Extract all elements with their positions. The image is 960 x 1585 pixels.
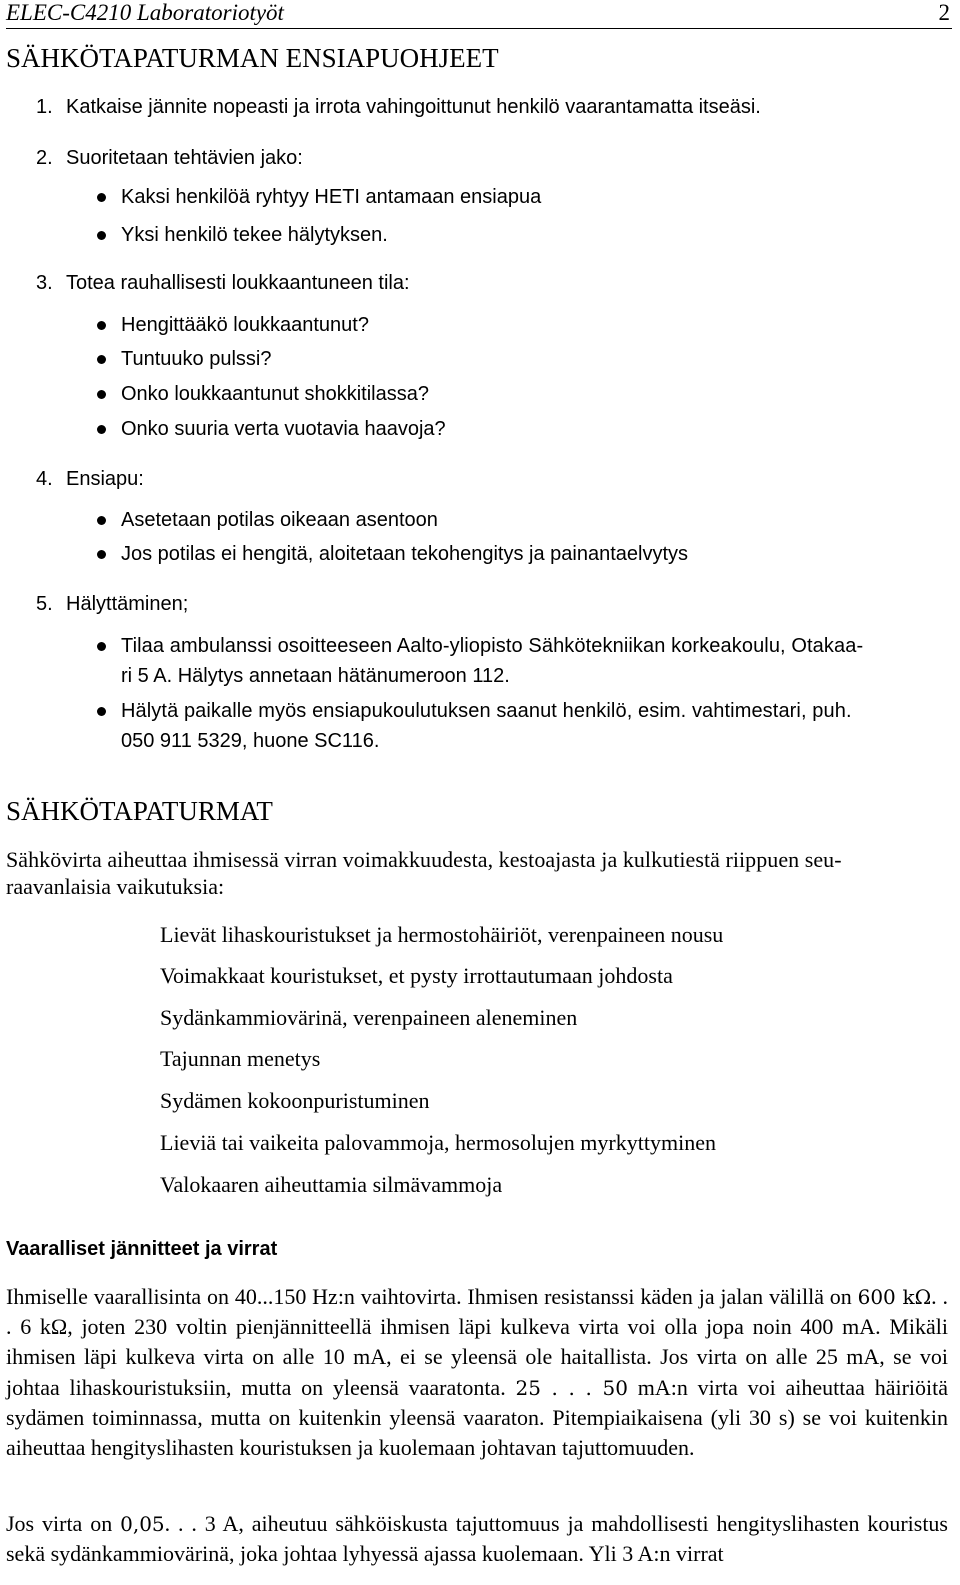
page-number: 2 <box>938 0 950 25</box>
step-text-5: Hälyttäminen; <box>66 593 189 615</box>
p1-math-2: 25 . . . 50 <box>515 1375 628 1400</box>
bullet-icon <box>97 390 106 399</box>
effect-item: Tajunnan menetys <box>160 1046 321 1071</box>
step-5-bullet-2-line-1: Hälytä paikalle myös ensiapukoulutuksen saanut henkilö, esim. vahtimestari, puh. <box>121 700 852 722</box>
step-text-3: Totea rauhallisesti loukkaantuneen tila: <box>66 272 410 294</box>
bullet-icon <box>97 425 106 434</box>
step-3-bullet-1: Hengittääkö loukkaantunut? <box>121 314 369 336</box>
step-text-4: Ensiapu: <box>66 468 144 490</box>
step-5-bullet-2-line-2: 050 911 5329, huone SC116. <box>121 730 380 752</box>
bullet-icon <box>97 355 106 364</box>
effect-item: Valokaaren aiheuttamia silmävammoja <box>160 1172 503 1197</box>
p1-text-a: Ihmiselle vaarallisinta on 40...150 Hz:n vaihtovirta. Ihmisen resistanssi käden ja jalan välillä on <box>6 1284 858 1309</box>
step-number-2: 2. <box>36 147 53 169</box>
p2-text-b: . . . 3 A, aiheutuu sähköiskusta tajuttomuus ja mahdollisesti hengityslihasten kouristus sekä sydänkammiovärinä, joka johtaa lyhyessä ajassa kuolemaan. Yli 3 A:n virrat <box>6 1511 948 1567</box>
p1-math-1: 600 kΩ <box>857 1285 932 1309</box>
effect-item: Sydämen kokoonpuristuminen <box>160 1088 430 1113</box>
step-5-bullet-1-line-1: Tilaa ambulanssi osoitteeseen Aalto-yliopisto Sähkötekniikan korkeakoulu, Otakaa- <box>121 635 864 657</box>
step-text-1: Katkaise jännite nopeasti ja irrota vahingoittunut henkilö vaarantamatta itseäsi. <box>66 96 761 118</box>
bullet-icon <box>97 707 106 716</box>
p2-math-1: 0,05 <box>120 1512 165 1536</box>
step-number-1: 1. <box>36 96 53 118</box>
bullet-icon <box>97 321 106 330</box>
effect-item: Voimakkaat kouristukset, et pysty irrottautumaan johdosta <box>160 963 673 988</box>
p2-text-a: Jos virta on <box>6 1511 121 1536</box>
step-4-bullet-2: Jos potilas ei hengitä, aloitetaan tekohengitys ja painantaelvytys <box>121 543 689 565</box>
step-2-bullet-2: Yksi henkilö tekee hälytyksen. <box>121 224 388 246</box>
header-rule <box>6 28 952 29</box>
effect-item: Lieviä tai vaikeita palovammoja, hermosolujen myrkyttyminen <box>160 1130 716 1155</box>
step-5-bullet-1-line-2: ri 5 A. Hälytys annetaan hätänumeroon 112. <box>121 665 510 687</box>
bullet-icon <box>97 193 106 202</box>
effect-item: Lievät lihaskouristukset ja hermostohäiriöt, verenpaineen nousu <box>160 922 724 947</box>
dangerous-title: Vaaralliset jännitteet ja virrat <box>6 1238 278 1260</box>
step-number-4: 4. <box>36 468 53 490</box>
bullet-icon <box>97 550 106 559</box>
step-3-bullet-4: Onko suuria verta vuotavia haavoja? <box>121 418 446 440</box>
accidents-title: SÄHKÖTAPATURMAT <box>6 796 273 826</box>
step-2-bullet-1: Kaksi henkilöä ryhtyy HETI antamaan ensiapua <box>121 186 542 208</box>
p1-text-c: mA:n virta voi aiheuttaa häiriöitä sydämen toiminnassa, mutta on kuitenkin yleensä vaaraton. Pitempiaikaisena (yli 30 s) se voi kuitenkin aiheuttaa hengityslihasten kouristuksen ja kuolemaan johtavan tajuttomuuden. <box>6 1374 948 1461</box>
step-number-3: 3. <box>36 272 53 294</box>
dangerous-paragraph-1 <box>6 1282 948 1463</box>
step-number-5: 5. <box>36 593 53 615</box>
accidents-intro-line-1: Sähkövirta aiheuttaa ihmisessä virran voimakkuudesta, kestoajasta ja kulkutiestä riippuen seu- <box>6 847 842 872</box>
step-text-2: Suoritetaan tehtävien jako: <box>66 147 303 169</box>
bullet-icon <box>97 642 106 651</box>
bullet-icon <box>97 231 106 240</box>
dangerous-paragraph-2 <box>6 1509 948 1569</box>
bullet-icon <box>97 516 106 525</box>
accidents-intro-line-2: raavanlaisia vaikutuksia: <box>6 874 225 899</box>
p1-text-b: . . . 6 kΩ, joten 230 voltin pienjännitteellä ihmisen läpi kulkeva virta voi olla jopa noin 400 mA. Mikäli ihmisen läpi kulkeva virta on alle 10 mA, ei se yleensä ole haitallista. Jos virta on alle 25 mA, se voi johtaa lihaskouristuksiin, mutta on yleensä vaaratonta. <box>6 1284 948 1400</box>
running-title: ELEC-C4210 Laboratoriotyöt <box>6 0 284 25</box>
first-aid-title: SÄHKÖTAPATURMAN ENSIAPUOHJEET <box>6 43 499 73</box>
effect-item: Sydänkammiovärinä, verenpaineen aleneminen <box>160 1005 578 1030</box>
step-3-bullet-3: Onko loukkaantunut shokkitilassa? <box>121 383 429 405</box>
step-4-bullet-1: Asetetaan potilas oikeaan asentoon <box>121 509 438 531</box>
step-3-bullet-2: Tuntuuko pulssi? <box>121 348 272 370</box>
